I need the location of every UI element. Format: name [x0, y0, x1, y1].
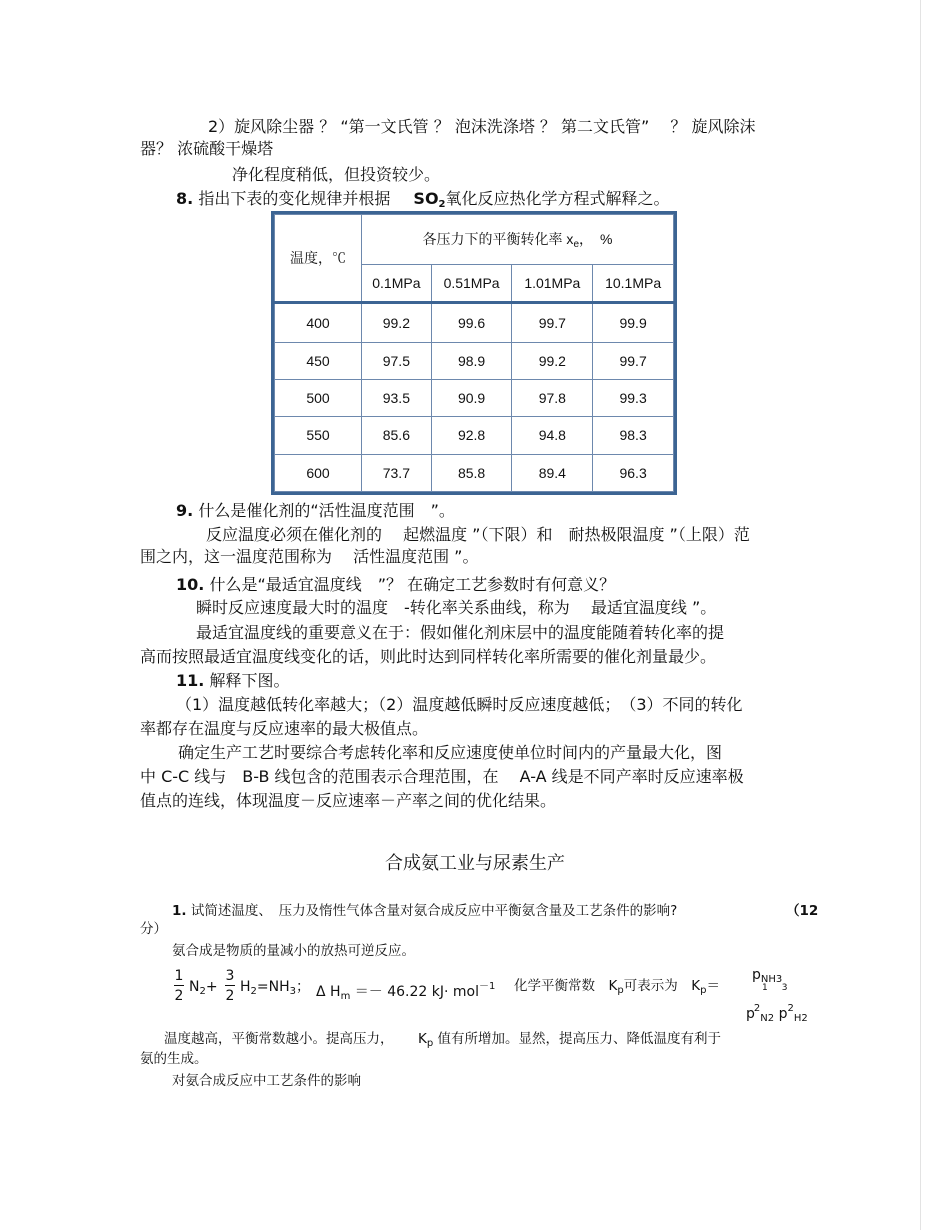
conversion-group-header [362, 215, 674, 265]
temperature-cell: 450 [275, 342, 362, 379]
table-row [275, 379, 674, 416]
pressure-header: 10.1MPa [593, 265, 674, 303]
table-row [275, 417, 674, 454]
so2-symbol: SO [413, 189, 439, 208]
unit-exponent: －1 [478, 981, 496, 992]
plus-sign: + [205, 979, 218, 995]
n2-symbol: N [189, 979, 200, 995]
section-answer-line-3: 对氨合成反应中工艺条件的影响 [172, 1073, 361, 1089]
section-question-1 [172, 901, 677, 921]
fraction-bar [225, 985, 235, 986]
value-cell: 94.8 [512, 417, 593, 454]
answer-9-line-2: 围之内，这一温度范围称为 活性温度范围 ”。 [140, 547, 479, 566]
temperature-cell: 600 [275, 454, 362, 491]
answer-11-line-2: 率都存在温度与反应速率的最大极值点。 [140, 719, 429, 738]
value-cell: 97.8 [512, 379, 593, 416]
table-row [275, 454, 674, 491]
section-answer-line-2: 氨的生成。 [140, 1051, 208, 1067]
temperature-header: 温度，℃ [275, 215, 362, 303]
exponent-3: 3 [781, 983, 788, 993]
question-number: 9. [176, 501, 194, 520]
temperature-cell: 500 [275, 379, 362, 416]
fraction-denominator: 2 [225, 988, 235, 1004]
question-number: 8. [176, 189, 194, 208]
pressure-header: 0.1MPa [362, 265, 432, 303]
question-10 [176, 574, 615, 596]
section-title: 合成氨工业与尿素生产 [385, 853, 565, 874]
value-cell: 73.7 [362, 454, 432, 491]
section-answer-line-1 [164, 1029, 721, 1054]
kp-subscript: p [426, 1038, 434, 1049]
exponent-2: 2 [787, 1003, 794, 1014]
fraction-numerator: 3 [225, 968, 235, 984]
section-answer-intro: 氨合成是物质的量减小的放热可逆反应。 [172, 943, 415, 959]
n2-subscript: N [760, 1013, 768, 1024]
value-cell: 85.6 [362, 417, 432, 454]
value-cell: 99.2 [512, 342, 593, 379]
pressure-header: 1.01MPa [512, 265, 593, 303]
nh3-subscript: 3 [289, 986, 297, 997]
answer-text: 温度越高，平衡常数越小。提高压力， K [164, 1031, 427, 1047]
kp-subscript: p [617, 985, 624, 996]
answer-11-line-1: （1）温度越低转化率越大；（2）温度越低瞬时反应速度越低； （3）不同的转化 [176, 695, 743, 714]
exponent-2: 2 [753, 1003, 761, 1014]
purification-flow-line-1: 2）旋风除尘器 ？ “第一文氏管 ？ 泡沫洗涤塔 ？ 第二文氏管” ？ 旋风除沫 [208, 117, 756, 136]
score-label: （12 [786, 903, 819, 919]
group-header-unit: ， % [579, 231, 613, 247]
h2-nh3-term [240, 976, 310, 1003]
value-cell: 93.5 [362, 379, 432, 416]
pressure-symbol: p [752, 967, 761, 983]
separator: ； [296, 979, 311, 995]
pressure-symbol: p [746, 1006, 755, 1022]
answer-11-line-5: 值点的连线，体现温度－反应速率－产率之间的优化结果。 [140, 791, 557, 810]
conversion-table [271, 211, 677, 495]
value-cell: 92.8 [431, 417, 512, 454]
answer-10-line-1: 瞬时反应速度最大时的温度 -转化率关系曲线，称为 最适宜温度线 ”。 [196, 598, 717, 617]
question-9 [176, 500, 455, 522]
value-cell: 99.6 [431, 303, 512, 343]
enthalpy-term [316, 976, 495, 1008]
question-10-text: 什么是“最适宜温度线 ”？ 在确定工艺参数时有何意义？ [209, 575, 616, 594]
pressure-symbol: p [778, 1006, 788, 1022]
value-cell: 99.3 [593, 379, 674, 416]
value-cell: 99.2 [362, 303, 432, 343]
h2-symbol: H [240, 979, 251, 995]
kp-description [514, 976, 720, 1001]
value-cell: 99.7 [512, 303, 593, 343]
kp-denominator [746, 998, 808, 1030]
group-header-text: 各压力下的平衡转化率 x [422, 231, 574, 247]
exponent-1: 1 [762, 983, 768, 993]
question-8-text: 指出下表的变化规律并根据 [198, 189, 391, 208]
value-cell: 99.9 [593, 303, 674, 343]
value-cell: 98.3 [593, 417, 674, 454]
question-9-text: 什么是催化剂的“活性温度范围 ”。 [198, 501, 455, 520]
section-question-1-text: 试简述温度、 压力及惰性气体含量对氨合成反应中平衡氨含量及工艺条件的影响? [190, 903, 678, 919]
enthalpy-symbol: H [330, 984, 341, 1000]
nh3-subscript: NH [760, 974, 776, 985]
value-cell: 90.9 [431, 379, 512, 416]
temperature-cell: 400 [275, 303, 362, 343]
pressure-header: 0.51MPa [431, 265, 512, 303]
fraction-numerator: 1 [174, 968, 184, 984]
value-cell: 99.7 [593, 342, 674, 379]
enthalpy-subscript: m [340, 991, 351, 1002]
h2-subscript: H [793, 1013, 802, 1024]
page-edge-divider [920, 0, 921, 1230]
question-number: 1. [172, 903, 187, 919]
purification-note: 净化程度稍低，但投资较少。 [232, 165, 441, 184]
temperature-cell: 550 [275, 417, 362, 454]
equals-sign: ＝ [706, 978, 720, 994]
h2-subscript-digit: 2 [801, 1013, 808, 1024]
kp-denominator-exponents [762, 983, 787, 993]
purification-flow-line-2: 器？ 浓硫酸干燥塔 [140, 139, 274, 158]
question-number: 10. [176, 575, 205, 594]
question-11 [176, 670, 289, 692]
answer-11-line-4: 中 C-C 线与 B-B 线包含的范围表示合理范围，在 A-A 线是不同产率时反应速率极 [140, 767, 744, 786]
kp-subscript-2: p [700, 985, 707, 996]
answer-text-rest: 值有所增加。显然，提高压力、降低温度有利于 [433, 1031, 722, 1047]
answer-10-line-2: 最适宜温度线的重要意义在于：假如催化剂床层中的温度能随着转化率的提 [196, 623, 725, 642]
enthalpy-value: ＝－ 46.22 kJ· mol [354, 984, 479, 1000]
question-11-text: 解释下图。 [209, 671, 290, 690]
h2-subscript: 2 [250, 986, 257, 997]
question-8-rest: 氧化反应热化学方程式解释之。 [445, 189, 670, 208]
so2-subscript: 2 [438, 199, 446, 210]
kp-text: 化学平衡常数 K [514, 978, 618, 994]
n2-subscript-digit: 2 [767, 1013, 775, 1024]
fraction-bar [174, 985, 184, 986]
n2-subscript: 2 [199, 986, 206, 997]
value-cell: 89.4 [512, 454, 593, 491]
nh3-subscript-digit: 3 [775, 974, 783, 985]
answer-10-line-3: 高而按照最适宜温度线变化的话，则此时达到同样转化率所需要的催化剂量最少。 [140, 647, 717, 666]
table-row [275, 303, 674, 343]
n2-term [189, 976, 218, 1003]
answer-9-line-1: 反应温度必须在催化剂的 起燃温度 ”（下限）和 耐热极限温度 ”（上限）范 [206, 525, 750, 544]
so2-formula [413, 189, 445, 208]
value-cell: 97.5 [362, 342, 432, 379]
score-label-end: 分） [140, 921, 167, 937]
group-header-subscript: e [573, 239, 579, 250]
value-cell: 96.3 [593, 454, 674, 491]
answer-11-line-3: 确定生产工艺时要综合考虑转化率和反应速度使单位时间内的产量最大化，图 [178, 743, 723, 762]
nh3-symbol: =NH [256, 979, 290, 995]
delta-symbol: Δ [316, 984, 326, 1000]
fraction-denominator: 2 [174, 988, 184, 1004]
question-number: 11. [176, 671, 205, 690]
kp-text-2: 可表示为 K [623, 978, 701, 994]
value-cell: 85.8 [431, 454, 512, 491]
table-row [275, 342, 674, 379]
value-cell: 98.9 [431, 342, 512, 379]
